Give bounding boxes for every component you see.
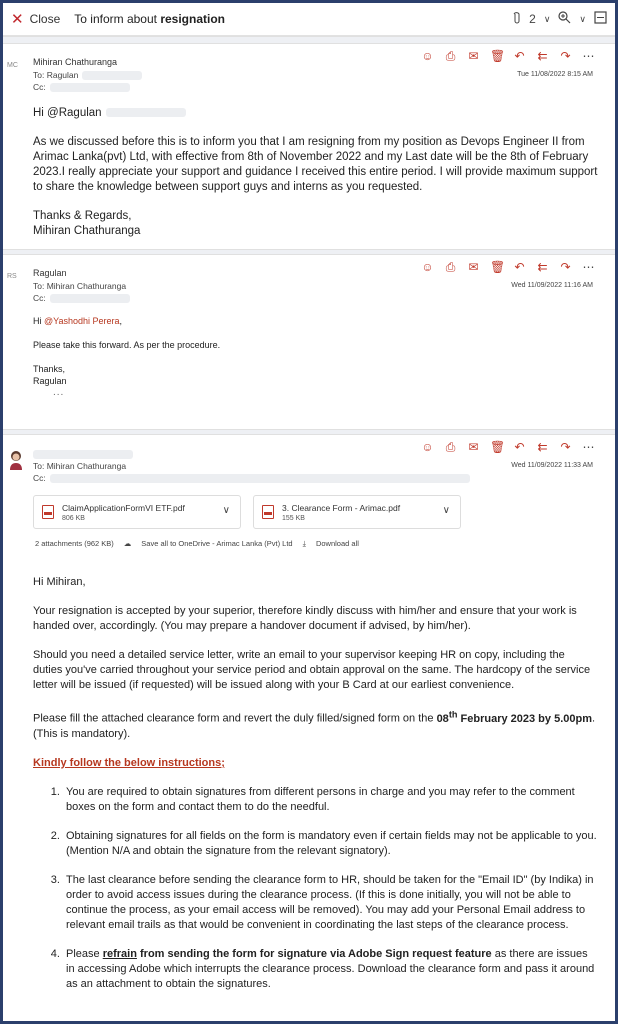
chevron-down-icon[interactable]: ∨ xyxy=(543,13,551,24)
forward-icon[interactable]: ↷ xyxy=(560,440,571,454)
more-icon[interactable]: ⋯ xyxy=(582,49,595,63)
recipient-to: To: Ragulan xyxy=(33,70,142,80)
print-icon[interactable]: ⎙ xyxy=(445,440,456,454)
attachment-name: ClaimApplicationFormVI ETF.pdf xyxy=(62,502,185,513)
print-icon[interactable]: ⎙ xyxy=(445,49,456,63)
delete-icon[interactable]: 🗑︎ xyxy=(490,49,506,63)
divider xyxy=(3,36,615,44)
avatar: MC xyxy=(7,62,18,69)
sender-name[interactable]: Mihiran Chathuranga xyxy=(33,57,118,67)
reply-all-icon[interactable]: ⇇ xyxy=(537,260,548,274)
greeting: Hi @Ragulan xyxy=(33,106,607,121)
message-actions xyxy=(421,441,595,454)
message-date: Wed 11/09/2022 11:16 AM xyxy=(511,282,593,289)
list-item: 1. You are required to obtain signatures from different persons in charge and you may refer to the comment boxes on the form and contact them to do the needful. xyxy=(63,785,597,815)
attachment-size: 806 KB xyxy=(62,514,85,522)
paperclip-icon[interactable] xyxy=(513,11,521,27)
body-paragraph: Please take this forward. As per the procedure. xyxy=(33,340,221,350)
signature: Thanks & Regards, Mihiran Chathuranga xyxy=(33,210,141,237)
redacted-bar xyxy=(50,294,130,303)
message-2 xyxy=(3,255,615,429)
redacted-bar xyxy=(50,474,470,483)
list-item: 3. The last clearance before sending the clearance form to HR, should be taken for the "Email ID" (by Indika) in order to avoid access issues during the clearance process. (If this is done initially, you will not be able to continue the process, as your email access will be removed). You may add your Personal Email address to relevant email trails as that would be convenient in coordinating the last steps of the clearance process. xyxy=(63,873,597,933)
body-paragraph: Should you need a detailed service letter, write an email to your supervisor keeping HR on copy, including the duties you've carried throughout your service period and obtain approval on the same. The hardcopy of the service letter will be issued (if requested) will be issued along with your B Card at our earliest convenience. xyxy=(33,649,591,691)
greeting: Hi Mihiran, xyxy=(33,576,86,588)
instructions-heading: Kindly follow the below instructions; xyxy=(33,756,225,769)
message-date: Wed 11/09/2022 11:33 AM xyxy=(511,462,593,469)
attachment-card[interactable] xyxy=(33,495,241,529)
recipient-to: To: Mihiran Chathuranga xyxy=(33,461,127,471)
top-bar xyxy=(3,3,615,36)
attachment-summary: 2 attachments (962 KB) xyxy=(35,539,114,548)
greeting: Hi @Yashodhi Perera, xyxy=(33,316,123,326)
chevron-down-icon[interactable]: ∨ xyxy=(579,13,586,24)
show-more-button[interactable]: ... xyxy=(53,387,65,398)
subject-title: To inform about resignation xyxy=(74,12,226,26)
download-icon: ⤓ xyxy=(302,539,306,548)
list-item: 4. Please refrain from sending the form for signature via Adobe Sign request feature as there are issues in accessing Adobe which interrupts the clearance process. Download the clearance form and pass it around as an attachment to obtain the signatures. xyxy=(63,947,597,992)
sender-name[interactable] xyxy=(33,449,133,459)
more-icon[interactable]: ⋯ xyxy=(582,260,595,274)
avatar xyxy=(7,449,25,471)
forward-icon[interactable]: ↷ xyxy=(560,260,571,274)
emoji-icon[interactable]: ☺ xyxy=(421,49,434,63)
recipient-cc: Cc: xyxy=(33,293,130,303)
message-3 xyxy=(3,435,615,992)
redacted-bar xyxy=(33,450,133,459)
emoji-icon[interactable]: ☺ xyxy=(421,440,434,454)
attachments xyxy=(3,481,607,529)
top-actions xyxy=(513,11,607,27)
forward-icon[interactable]: ↷ xyxy=(560,49,571,63)
attachment-actions xyxy=(3,529,607,549)
message-header xyxy=(3,44,607,90)
avatar: RS xyxy=(7,273,17,280)
body-paragraph: Your resignation is accepted by your superior, therefore kindly discuss with him/her and ensure that your work is handed over, accordingly. (You may prepare a handover document if advised, by him/her). xyxy=(33,605,577,632)
reply-icon[interactable]: ↶ xyxy=(514,49,525,63)
mail-icon[interactable]: ✉ xyxy=(468,49,479,63)
body-paragraph: As we discussed before this is to inform you that I am resigning from my position as Devops Engineer II from Arimac Lanka(pvt) Ltd, with effective from 8th of November 2022 and my Last date will be the 8th of February 2023.I really appreciate your support and guidance I received this entire period. I will provide maximum support to share the knowledge between support guys and interns as you requested. xyxy=(33,136,598,193)
message-actions xyxy=(421,261,595,274)
close-button[interactable]: Close xyxy=(29,12,61,26)
body-paragraph: Please fill the attached clearance form and revert the duly filled/signed form on the 08th February 2023 by 5.00pm. (This is mandatory). xyxy=(33,709,596,740)
signature: Thanks, Ragulan xyxy=(33,364,67,386)
chevron-down-icon[interactable]: ∨ xyxy=(442,505,450,516)
mention-link[interactable]: @Yashodhi Perera xyxy=(44,316,120,326)
reply-icon[interactable]: ↶ xyxy=(514,440,525,454)
message-header xyxy=(3,435,607,481)
pdf-icon xyxy=(262,505,274,519)
reply-icon[interactable]: ↶ xyxy=(514,260,525,274)
attachment-count[interactable]: 2 xyxy=(529,12,536,26)
redacted-bar xyxy=(106,108,186,117)
redacted-bar xyxy=(50,83,130,92)
more-icon[interactable]: ⋯ xyxy=(582,440,595,454)
message-date: Tue 11/08/2022 8:15 AM xyxy=(517,71,593,78)
recipient-cc: Cc: xyxy=(33,82,130,92)
recipient-to: To: Mihiran Chathuranga xyxy=(33,281,127,291)
window-icon[interactable] xyxy=(594,11,607,27)
save-onedrive-button[interactable]: Save all to OneDrive - Arimac Lanka (Pvt) Ltd xyxy=(141,539,293,548)
mail-icon[interactable]: ✉ xyxy=(468,440,479,454)
mail-icon[interactable]: ✉ xyxy=(468,260,479,274)
attachment-card[interactable] xyxy=(253,495,461,529)
pdf-icon xyxy=(42,505,54,519)
message-body xyxy=(3,549,607,992)
instructions-list xyxy=(63,785,597,992)
message-1 xyxy=(3,44,615,249)
message-body xyxy=(3,301,607,387)
chevron-down-icon[interactable]: ∨ xyxy=(222,505,230,516)
attachment-size: 155 KB xyxy=(282,514,305,522)
print-icon[interactable]: ⎙ xyxy=(445,260,456,274)
delete-icon[interactable]: 🗑︎ xyxy=(490,260,506,274)
list-item: 2. Obtaining signatures for all fields on the form is mandatory even if certain fields may not be applicable to you. (Mention N/A and obtain the signature from the relevant signatory). xyxy=(63,829,597,859)
close-icon[interactable]: ✕ xyxy=(11,10,24,28)
redacted-bar xyxy=(82,71,142,80)
cloud-icon: ☁ xyxy=(123,539,132,548)
reply-all-icon[interactable]: ⇇ xyxy=(537,49,548,63)
emoji-icon[interactable]: ☺ xyxy=(421,260,434,274)
message-header xyxy=(3,255,607,301)
sender-name[interactable]: Ragulan xyxy=(33,268,67,278)
delete-icon[interactable]: 🗑︎ xyxy=(490,440,506,454)
zoom-icon[interactable] xyxy=(558,11,571,27)
message-actions xyxy=(421,50,595,63)
recipient-cc: Cc: xyxy=(33,473,470,483)
download-all-button[interactable]: Download all xyxy=(315,539,359,548)
reply-all-icon[interactable]: ⇇ xyxy=(537,440,548,454)
message-body xyxy=(3,90,607,239)
attachment-name: 3. Clearance Form - Arimac.pdf xyxy=(282,502,401,513)
